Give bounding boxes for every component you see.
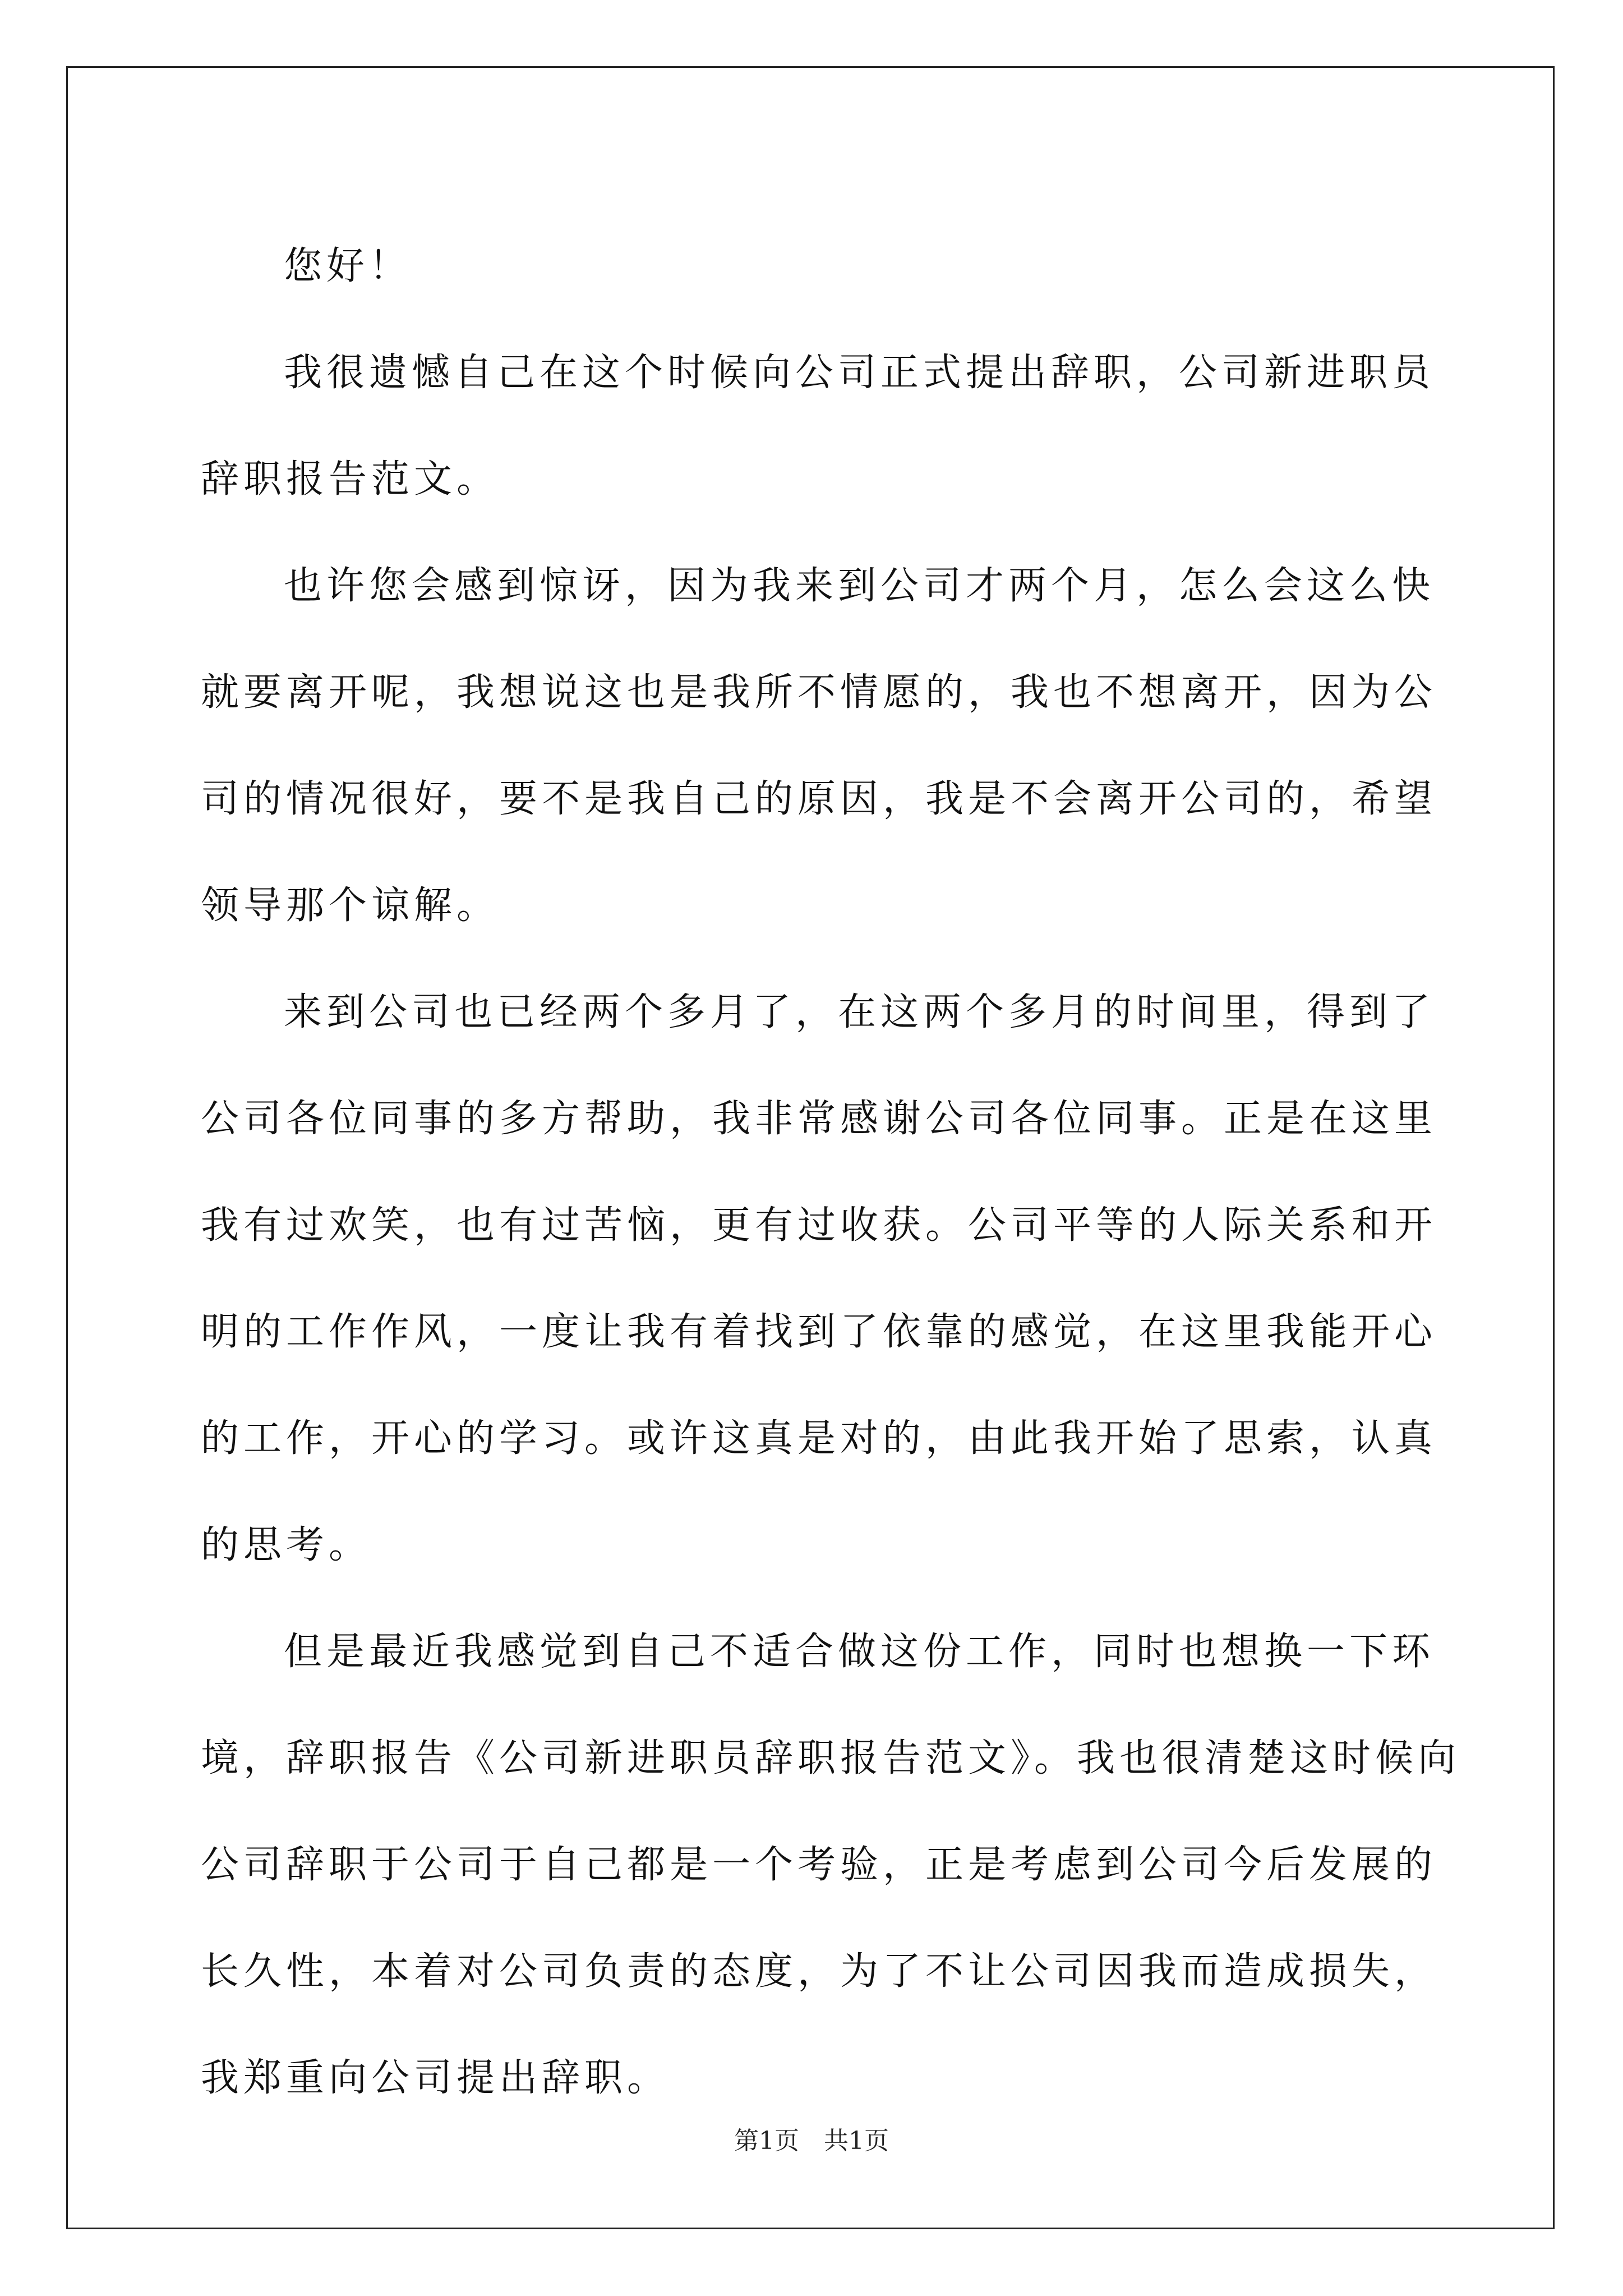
document-body <box>201 213 1463 2132</box>
page-number-footer: 第1页 共1页 <box>734 2127 889 2155</box>
greeting: 您好！ <box>284 244 412 288</box>
paragraph-4: 但是最近我感觉到自己不适合做这份工作，同时也想换一下环境，辞职报告《公司新进职员辞职报告范文》。我也很清楚这时候向公司辞职于公司于自己都是一个考验，正是考虑到公司今后发展的长久性，本着对公司负责的态度，为了不让公司因我而造成损失，我郑重向公司提出辞职。 <box>201 1630 1461 2100</box>
paragraph-3: 来到公司也已经两个多月了，在这两个多月的时间里，得到了公司各位同事的多方帮助，我非常感谢公司各位同事。正是在这里我有过欢笑，也有过苦恼，更有过收获。公司平等的人际关系和开明的工作作风，一度让我有着找到了依靠的感觉，在这里我能开心的工作，开心的学习。或许这真是对的，由此我开始了思索，认真的思考。 <box>201 990 1437 1567</box>
paragraph-1: 我很遗憾自己在这个时候向公司正式提出辞职，公司新进职员辞职报告范文。 <box>201 351 1435 501</box>
paragraph-2: 也许您会感到惊讶，因为我来到公司才两个月，怎么会这么快就要离开呢，我想说这也是我所不情愿的，我也不想离开，因为公司的情况很好，要不是我自己的原因，我是不会离开公司的，希望领导那个谅解。 <box>201 564 1437 928</box>
